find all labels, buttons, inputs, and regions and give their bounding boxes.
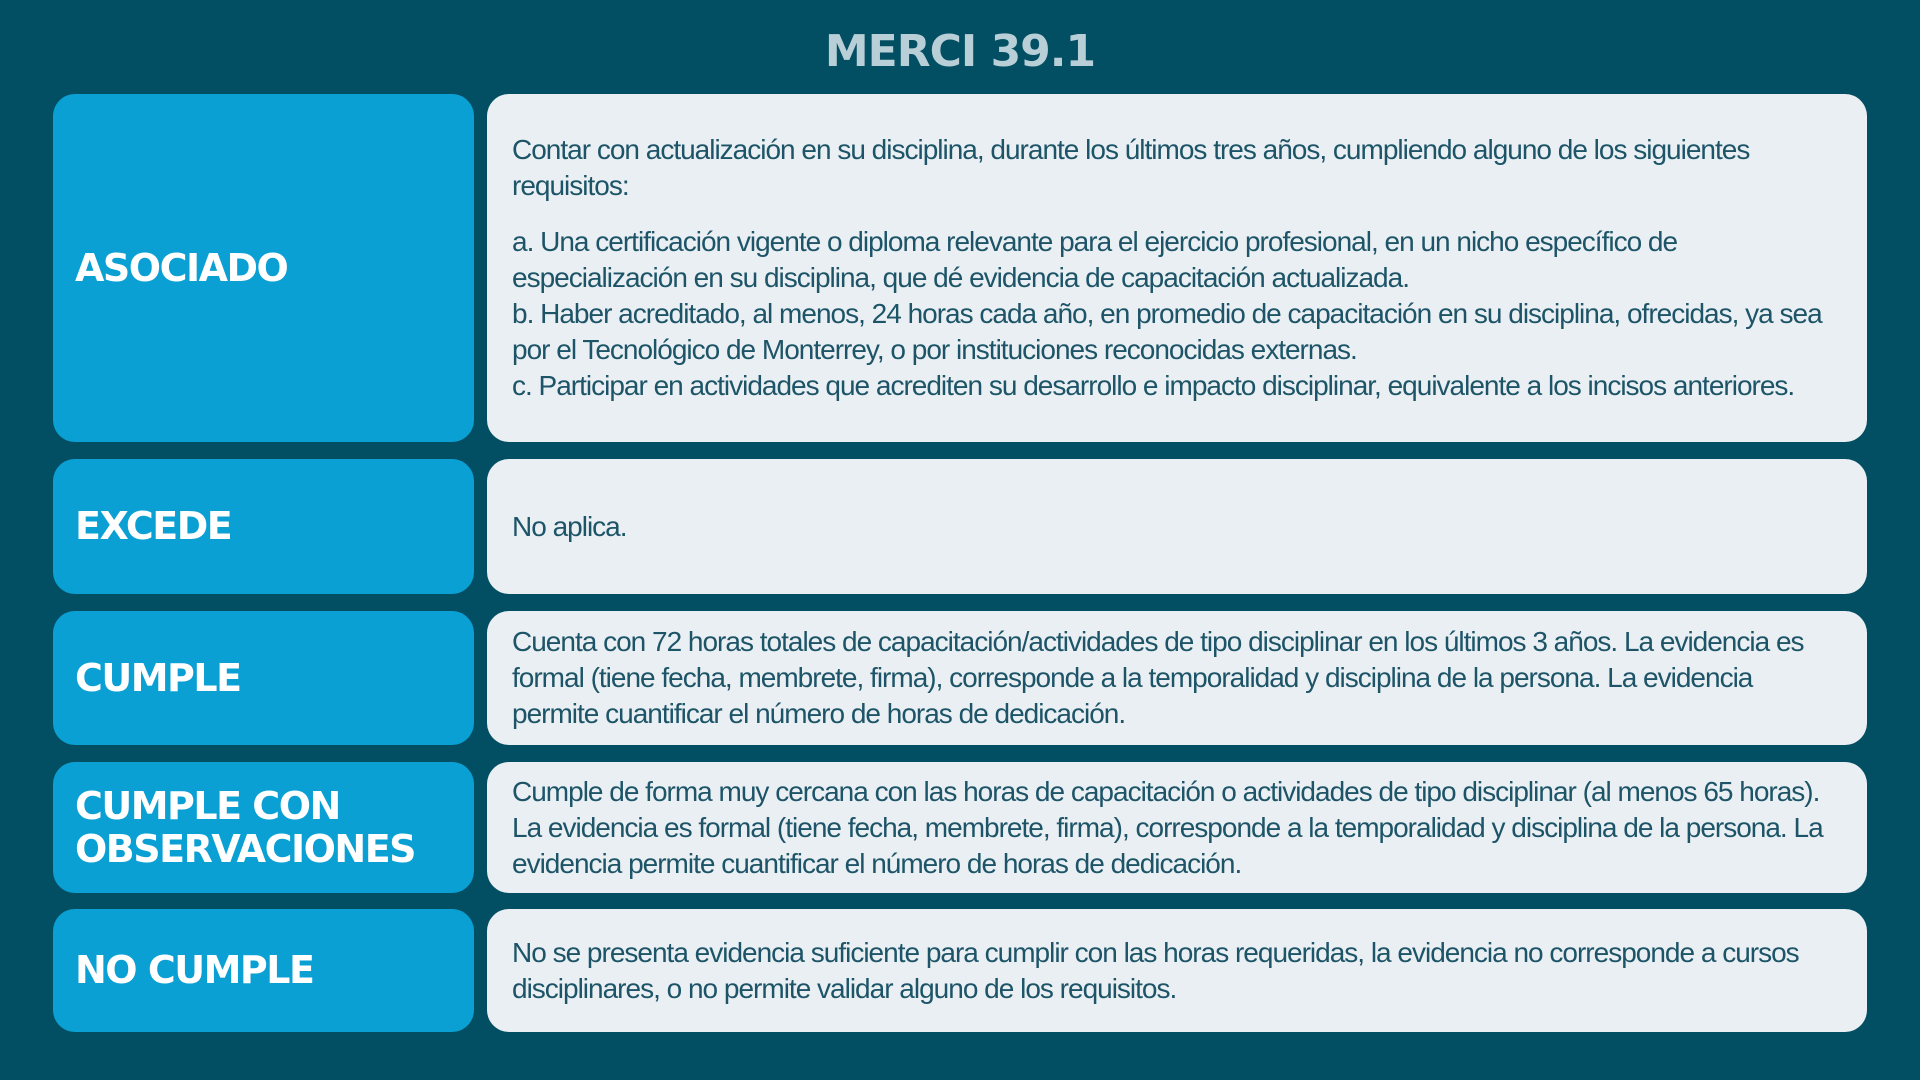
rubric-description-text: Cumple de forma muy cercana con las horas de capacitación o actividades de tipo disciplinar (al menos 65 horas). La evidencia es formal (tiene fecha, membrete, firma), corresponde a la temporalidad y disciplina de la persona. La evidencia permite cuantificar el número de horas de dedicación. <box>512 775 1823 879</box>
requirement-item-b: b. Haber acreditado, al menos, 24 horas cada año, en promedio de capacitación en su disciplina, ofrecidas, ya sea por el Tecnológico de Monterrey, o por instituciones reconocidas externas. <box>512 298 1822 365</box>
rubric-description-text: No se presenta evidencia suficiente para cumplir con las horas requeridas, la evidencia no corresponde a cursos disciplinares, o no permite validar alguno de los requisitos. <box>512 936 1799 1004</box>
rubric-level-label <box>53 909 474 1032</box>
rubric-description <box>487 762 1867 893</box>
rubric-description <box>487 459 1867 594</box>
rubric-level-text: CUMPLE <box>75 655 241 700</box>
page-title: MERCI 39.1 <box>824 26 1096 77</box>
rubric-row-asociado <box>53 94 1867 442</box>
requirement-item-c: c. Participar en actividades que acrediten su desarrollo e impacto disciplinar, equivalente a los incisos anteriores. <box>512 370 1795 401</box>
rubric-level-label <box>53 94 474 442</box>
rubric-description-intro: Contar con actualización en su disciplina, durante los últimos tres años, cumpliendo alguno de los siguientes requisitos: <box>512 134 1750 201</box>
rubric-level-text: EXCEDE <box>75 504 232 548</box>
rubric-level-text-line-1: CUMPLE CON <box>75 783 340 828</box>
rubric-level-text-line-2: OBSERVACIONES <box>75 826 416 871</box>
rubric-row-excede <box>53 459 1867 594</box>
rubric-level-label <box>53 611 474 745</box>
rubric-row-cumple <box>53 611 1867 745</box>
rubric-description-text: No aplica. <box>512 510 627 542</box>
rubric-level-text: NO CUMPLE <box>75 948 314 992</box>
rubric-description <box>487 909 1867 1032</box>
rubric-description <box>487 611 1867 745</box>
rubric-level-label <box>53 459 474 594</box>
rubric-description-text: Cuenta con 72 horas totales de capacitación/actividades de tipo disciplinar en los últimos 3 años. La evidencia es formal (tiene fecha, membrete, firma), corresponde a la temporalidad y disciplina de la persona. La evidencia permite cuantificar el número de horas de dedicación. <box>512 626 1804 729</box>
requirement-item-a: a. Una certificación vigente o diploma relevante para el ejercicio profesional, en un nicho específico de especialización en su disciplina, que dé evidencia de capacitación actualizada. <box>512 226 1678 293</box>
rubric-row-cumple-con-observaciones <box>53 762 1867 893</box>
rubric-row-no-cumple <box>53 909 1867 1032</box>
rubric-description <box>487 94 1867 442</box>
rubric-level-label <box>53 762 474 893</box>
rubric-level-text: ASOCIADO <box>75 245 288 290</box>
